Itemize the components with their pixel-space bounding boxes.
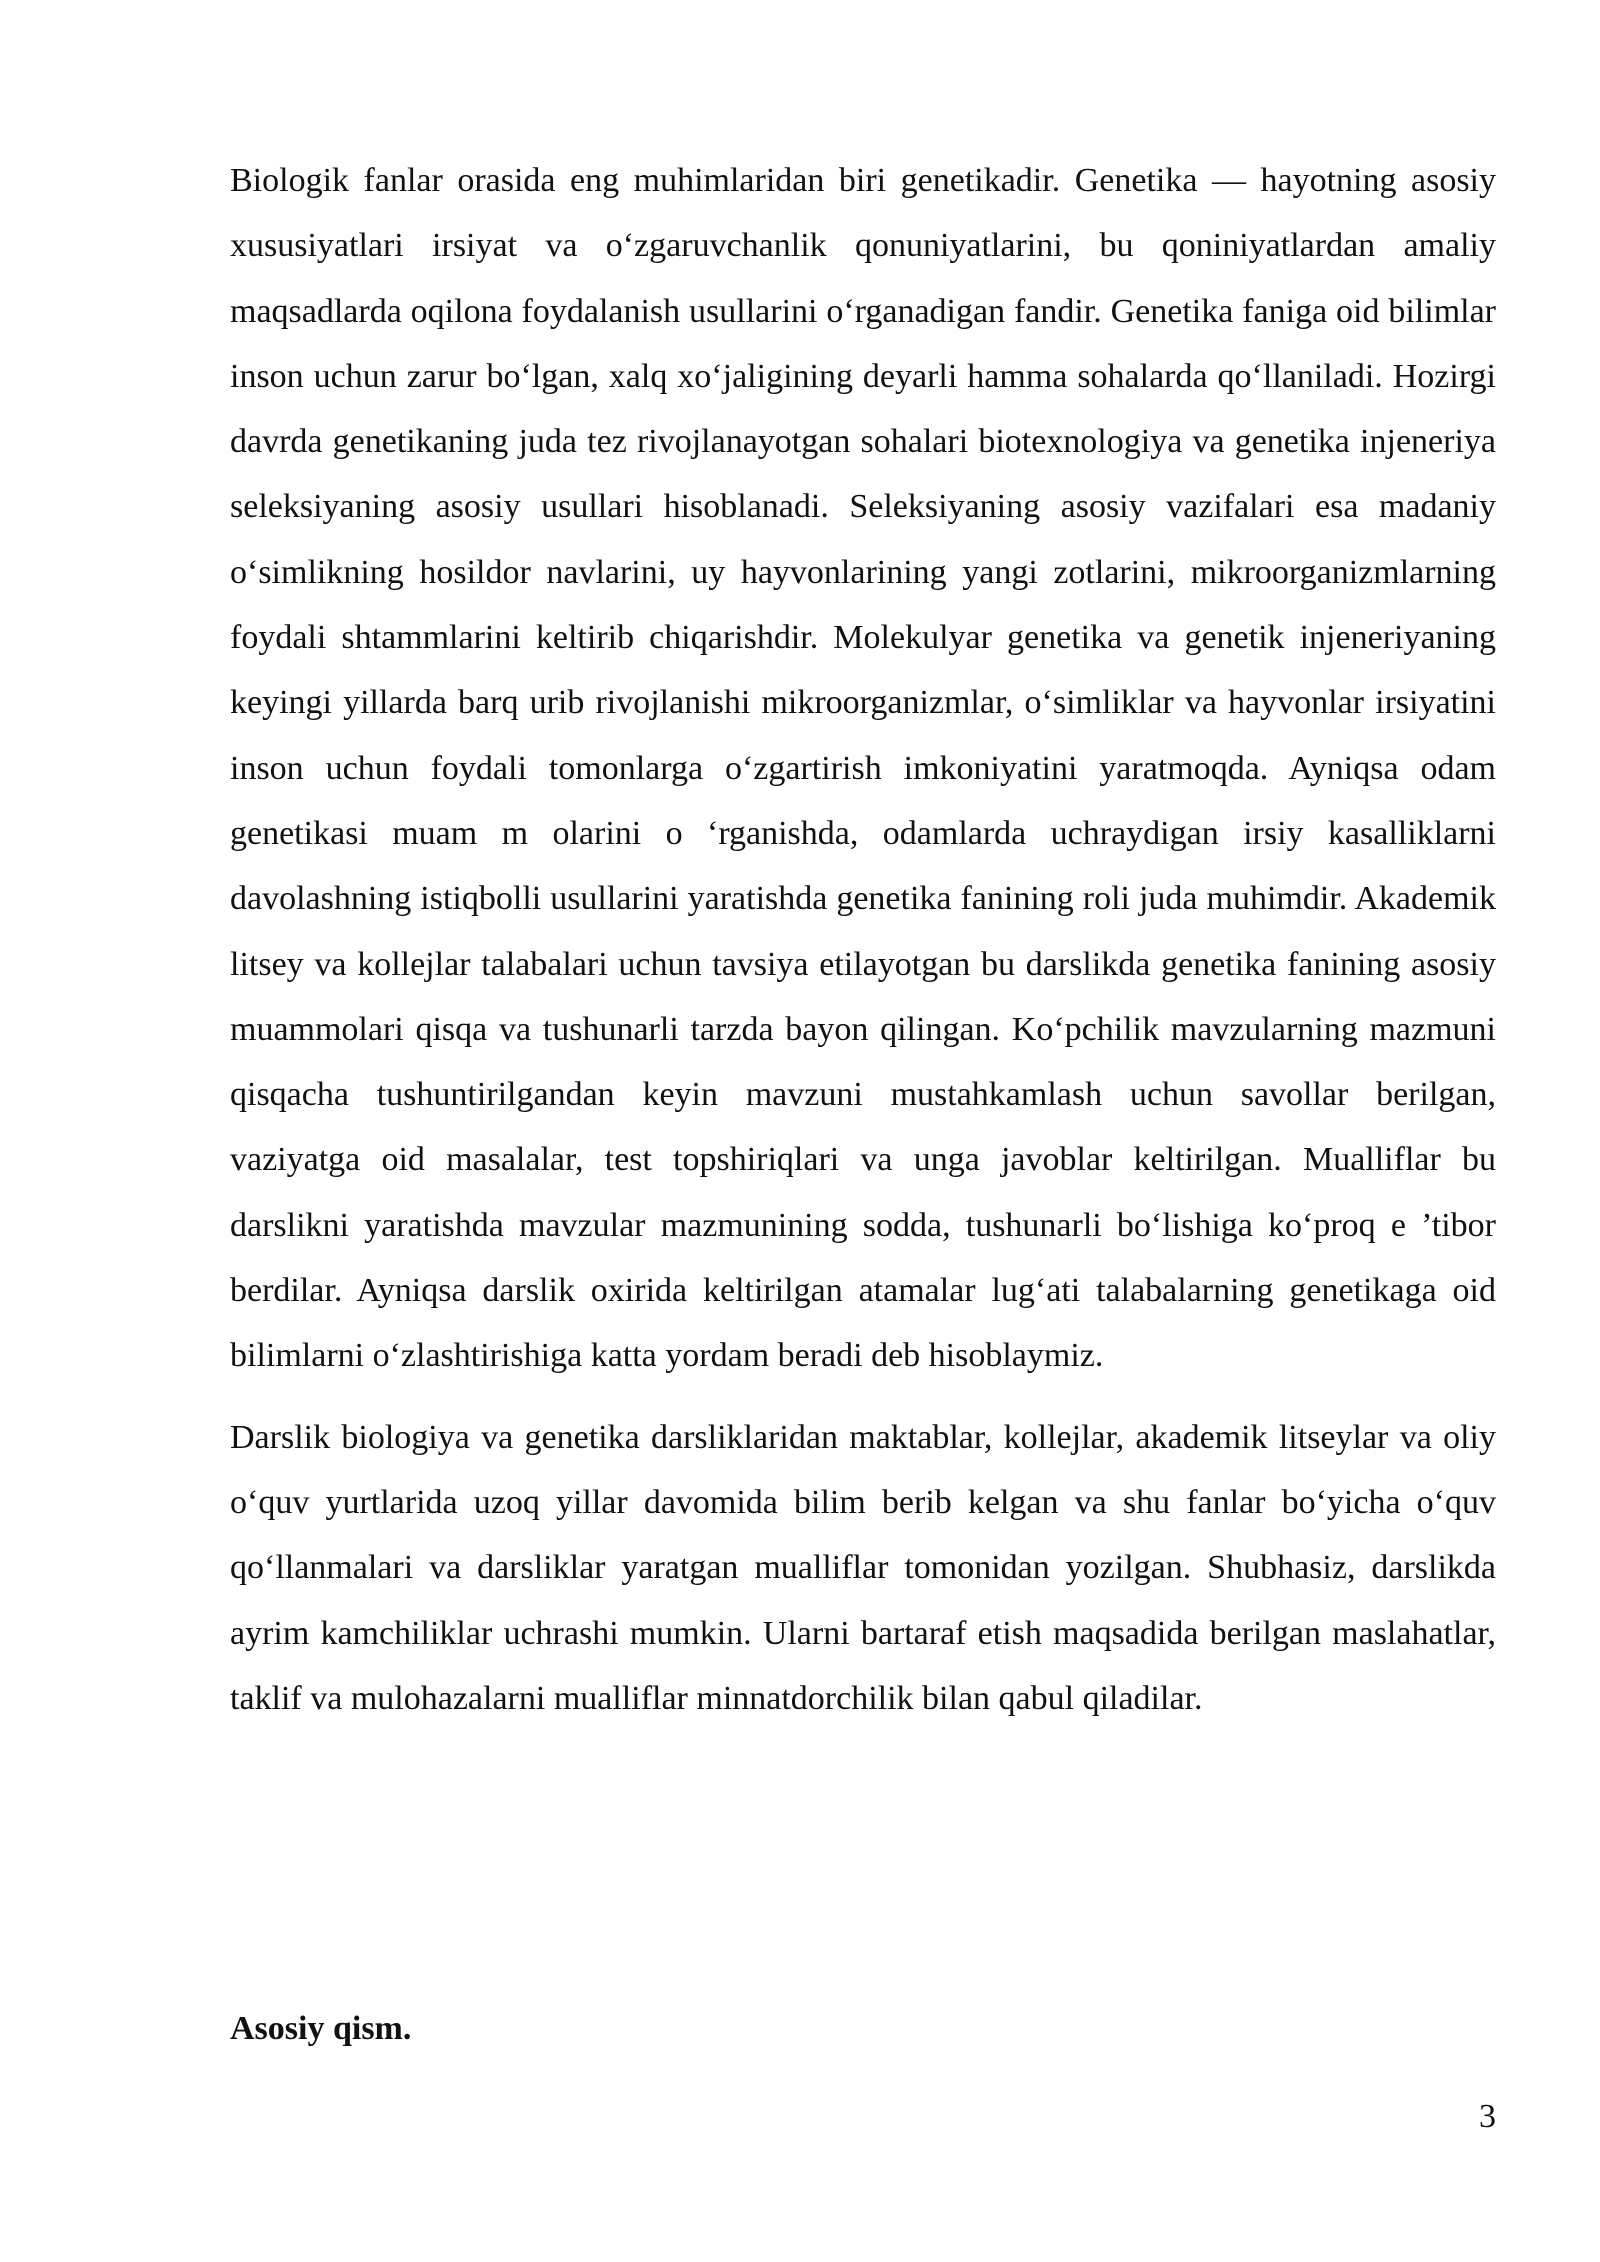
page-number: 3 xyxy=(1479,2098,1496,2135)
paragraph-authors-note: Darslik biologiya va genetika darsliklaridan maktablar, kollejlar, akademik litseylar va oliy o‘quv yurtlarida uzoq yillar davomida bilim berib kelgan va shu fanlar bo‘yicha o‘quv qo‘llanmalari va darsliklar yaratgan mualliflar tomonidan yozilgan. Shubhasiz, darslikda ayrim kamchiliklar uchrashi mumkin. Ularni bartaraf etish maqsadida berilgan maslahatlar, taklif va mulohazalarni mualliflar minnatdorchilik bilan qabul qiladilar. xyxy=(230,1418,1496,1717)
section-heading: Asosiy qism. xyxy=(230,2010,412,2047)
paragraph-introduction: Biologik fanlar orasida eng muhimlaridan biri genetikadir. Genetika — hayotning asosiy xususiyatlari irsiyat va o‘zgaruvchanlik qonuniyatlarini, bu qoniniyatlardan amaliy maqsadlarda oqilona foydalanish usullarini o‘rganadigan fandir. Genetika faniga oid bilimlar inson uchun zarur bo‘lgan, xalq xo‘jaligining deyarli hamma sohalarda qo‘llaniladi. Hozirgi davrda genetikaning juda tez rivojlanayotgan sohalari biotexnologiya va genetika injeneriya seleksiyaning asosiy usullari hisoblanadi. Seleksiyaning asosiy vazifalari esa madaniy o‘simlikning hosildor navlarini, uy hayvonlarining yangi zotlarini, mikroorganizmlarning foydali shtammlarini keltirib chiqarishdir. Molekulyar genetika va genetik injeneriyaning keyingi yillarda barq urib rivojlanishi mikroorganizmlar, o‘simliklar va hayvonlar irsiyatini inson uchun foydali tomonlarga o‘zgartirish imkoniyatini yaratmoqda. Ayniqsa odam genetikasi muam m olarini o ‘rganishda, odamlarda uchraydigan irsiy kasalliklarni davolashning istiqbolli usullarini yaratishda genetika fanining roli juda muhimdir. Akademik litsey va kollejlar talabalari uchun tavsiya etilayotgan bu darslikda genetika fanining asosiy muammolari qisqa va tushunarli tarzda bayon qilingan. Ko‘pchilik mavzularning mazmuni qisqacha tushuntirilgandan keyin mavzuni mustahkamlash uchun savollar berilgan, vaziyatga oid masalalar, test topshiriqlari va unga javoblar keltirilgan. Mualliflar bu darslikni yaratishda mavzular mazmunining sodda, tushunarli bo‘lishiga ko‘proq e ’tibor berdilar. Ayniqsa darslik oxirida keltirilgan atamalar lug‘ati talabalarning genetikaga oid bilimlarni o‘zlashtirishiga katta yordam beradi deb hisoblaymiz. xyxy=(230,162,1496,1375)
body-text xyxy=(230,148,1496,1731)
